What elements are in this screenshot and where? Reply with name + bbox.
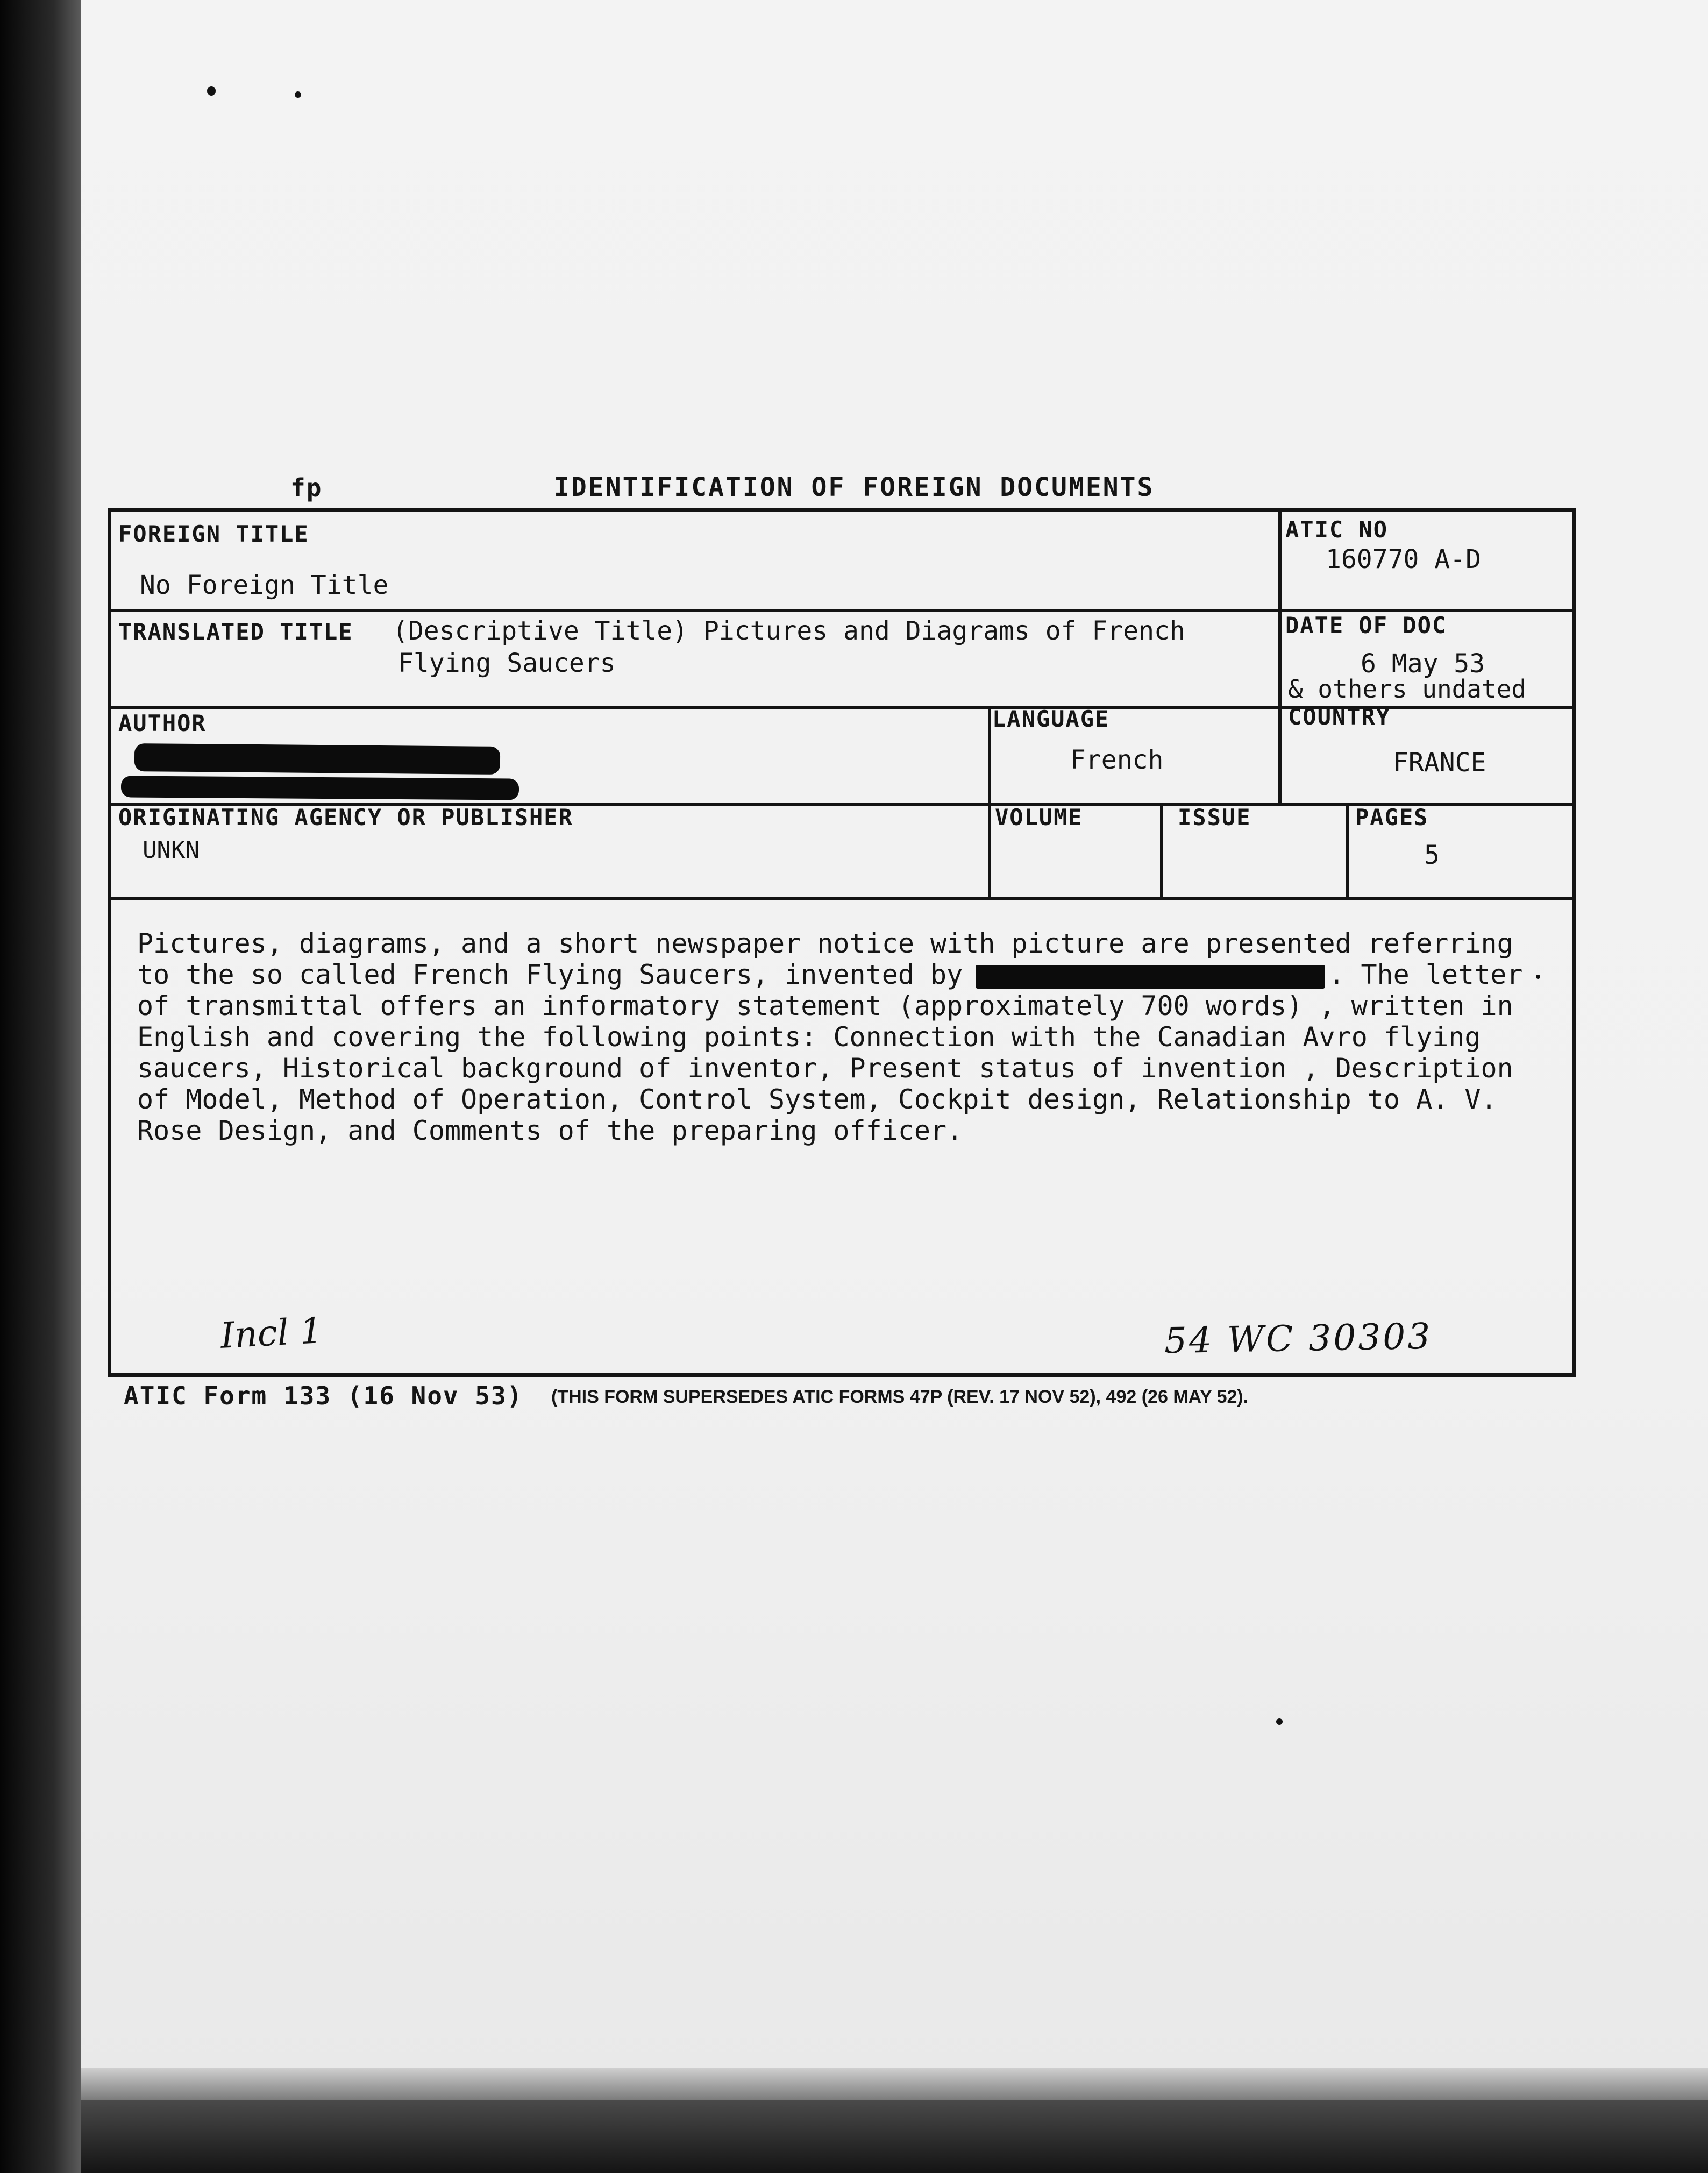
form-heading: IDENTIFICATION OF FOREIGN DOCUMENTS [554,472,1155,502]
abstract-line: Rose Design, and Comments of the preparing officer. [137,1115,963,1146]
abstract-line: saucers, Historical background of inventor, Present status of invention , Description [137,1053,1513,1084]
translated-title-label: TRANSLATED TITLE [118,619,353,645]
column-divider [1346,803,1349,897]
header-mark: fp [290,473,323,502]
row-divider [111,897,1572,900]
supersedes-note: (THIS FORM SUPERSEDES ATIC FORMS 47P (REV. 17 NOV 52), 492 (26 MAY 52). [551,1387,1249,1407]
column-divider [1278,512,1282,803]
translated-title-value-line1: (Descriptive Title) Pictures and Diagrams of French [393,616,1185,646]
abstract-line: of Model, Method of Operation, Control System, Cockpit design, Relationship to A. V. [137,1084,1497,1115]
author-redaction [121,776,519,800]
form-id: ATIC Form 133 (16 Nov 53) [124,1381,523,1410]
foreign-title-label: FOREIGN TITLE [118,521,309,547]
country-value: FRANCE [1393,748,1486,778]
abstract-text [137,928,1552,1146]
language-value: French [1070,745,1164,775]
volume-label: VOLUME [995,804,1083,830]
pages-label: PAGES [1355,804,1429,830]
scan-shadow-bottom [81,2100,1708,2173]
speck [1276,1718,1283,1725]
paper-bottom-edge [81,2068,1708,2100]
abstract-line: Pictures, diagrams, and a short newspaper notice with picture are presented referring [137,928,1513,959]
issue-label: ISSUE [1178,804,1251,830]
country-label: COUNTRY [1288,704,1391,730]
date-of-doc-label: DATE OF DOC [1285,612,1447,638]
author-redaction [134,743,500,775]
abstract-line: of transmittal offers an informatory statement (approximately 700 words) , written in [137,990,1513,1021]
atic-no-value: 160770 A-D [1326,544,1481,574]
handwritten-incl: Incl 1 [219,1310,324,1357]
column-divider [988,706,991,897]
handwritten-ref-number: 54 WC 30303 [1164,1315,1433,1362]
author-label: AUTHOR [118,710,207,736]
abstract-line: English and covering the following points: Connection with the Canadian Avro flying [137,1021,1481,1053]
translated-title-value-line2: Flying Saucers [398,648,616,678]
date-of-doc-value-line2: & others undated [1288,674,1527,704]
column-divider [1160,803,1163,897]
foreign-title-value: No Foreign Title [140,570,389,600]
pages-value: 5 [1424,840,1440,870]
scan-shadow-left [0,0,89,2173]
language-label: LANGUAGE [992,706,1110,732]
abstract-line: to the so called French Flying Saucers, invented by [137,959,963,990]
abstract-line: . The letter [1328,959,1523,990]
speck [207,86,216,96]
atic-no-label: ATIC NO [1285,516,1389,543]
speck [295,91,301,98]
originating-agency-value: UNKN [143,836,200,864]
abstract-redaction [976,965,1325,989]
originating-agency-label: ORIGINATING AGENCY OR PUBLISHER [118,804,573,830]
date-of-doc-value-line1: 6 May 53 [1361,649,1485,679]
